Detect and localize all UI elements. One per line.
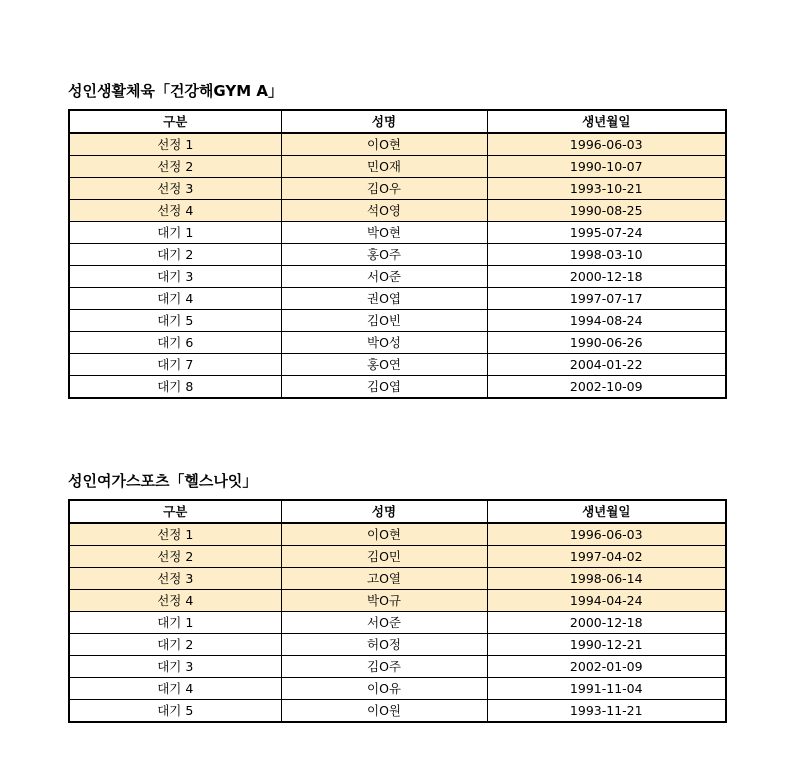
cell-birthdate: 1994-08-24 (487, 310, 726, 332)
table-row (69, 133, 726, 156)
cell-name: 서O준 (281, 612, 487, 634)
cell-name: 홍O연 (281, 354, 487, 376)
cell-name: 박O현 (281, 222, 487, 244)
cell-category: 선정 3 (69, 568, 281, 590)
header-name: 성명 (281, 500, 487, 523)
cell-name: 김O빈 (281, 310, 487, 332)
cell-name: 서O준 (281, 266, 487, 288)
cell-birthdate: 2002-01-09 (487, 656, 726, 678)
section-health-night (68, 470, 725, 723)
cell-category: 대기 4 (69, 288, 281, 310)
cell-name: 홍O주 (281, 244, 487, 266)
table-row (69, 634, 726, 656)
header-birthdate: 생년월일 (487, 500, 726, 523)
cell-birthdate: 1994-04-24 (487, 590, 726, 612)
table-row (69, 288, 726, 310)
cell-birthdate: 2000-12-18 (487, 266, 726, 288)
cell-birthdate: 1991-11-04 (487, 678, 726, 700)
cell-name: 허O정 (281, 634, 487, 656)
cell-category: 대기 1 (69, 222, 281, 244)
table-row (69, 156, 726, 178)
section-title: 성인생활체육「건강해GYM A」 (68, 82, 284, 100)
table-row (69, 523, 726, 546)
table-row (69, 678, 726, 700)
table-row (69, 310, 726, 332)
cell-name: 민O재 (281, 156, 487, 178)
cell-birthdate: 2004-01-22 (487, 354, 726, 376)
cell-birthdate: 1996-06-03 (487, 133, 726, 156)
cell-category: 선정 1 (69, 133, 281, 156)
table-row (69, 178, 726, 200)
table-row (69, 332, 726, 354)
table-row (69, 244, 726, 266)
cell-birthdate: 1998-03-10 (487, 244, 726, 266)
table-row (69, 200, 726, 222)
cell-name: 이O유 (281, 678, 487, 700)
cell-birthdate: 1995-07-24 (487, 222, 726, 244)
cell-category: 대기 3 (69, 656, 281, 678)
cell-category: 선정 4 (69, 200, 281, 222)
cell-category: 대기 5 (69, 700, 281, 723)
cell-birthdate: 1990-08-25 (487, 200, 726, 222)
table-row (69, 354, 726, 376)
table-row (69, 546, 726, 568)
header-category: 구분 (69, 110, 281, 133)
cell-category: 대기 5 (69, 310, 281, 332)
cell-category: 대기 3 (69, 266, 281, 288)
cell-birthdate: 2000-12-18 (487, 612, 726, 634)
cell-category: 대기 2 (69, 634, 281, 656)
table-row (69, 222, 726, 244)
cell-name: 박O규 (281, 590, 487, 612)
cell-birthdate: 1998-06-14 (487, 568, 726, 590)
table-row (69, 590, 726, 612)
header-category: 구분 (69, 500, 281, 523)
cell-birthdate: 1990-10-07 (487, 156, 726, 178)
table-row (69, 568, 726, 590)
cell-category: 선정 1 (69, 523, 281, 546)
cell-birthdate: 1996-06-03 (487, 523, 726, 546)
cell-name: 김O우 (281, 178, 487, 200)
cell-category: 대기 1 (69, 612, 281, 634)
cell-name: 고O열 (281, 568, 487, 590)
cell-category: 선정 4 (69, 590, 281, 612)
cell-name: 권O엽 (281, 288, 487, 310)
cell-category: 선정 2 (69, 156, 281, 178)
results-table (68, 109, 727, 399)
table-body (69, 523, 726, 722)
header-row (69, 500, 726, 523)
header-name: 성명 (281, 110, 487, 133)
cell-name: 김O엽 (281, 376, 487, 399)
cell-birthdate: 1997-07-17 (487, 288, 726, 310)
cell-category: 대기 7 (69, 354, 281, 376)
header-birthdate: 생년월일 (487, 110, 726, 133)
table-body (69, 133, 726, 398)
section-gym-a (68, 80, 725, 399)
cell-name: 김O민 (281, 546, 487, 568)
cell-category: 선정 3 (69, 178, 281, 200)
cell-name: 이O현 (281, 133, 487, 156)
cell-category: 대기 6 (69, 332, 281, 354)
cell-category: 선정 2 (69, 546, 281, 568)
cell-name: 김O주 (281, 656, 487, 678)
header-row (69, 110, 726, 133)
table-row (69, 266, 726, 288)
cell-birthdate: 1990-06-26 (487, 332, 726, 354)
cell-birthdate: 1993-10-21 (487, 178, 726, 200)
cell-birthdate: 1993-11-21 (487, 700, 726, 723)
cell-birthdate: 1997-04-02 (487, 546, 726, 568)
cell-name: 석O영 (281, 200, 487, 222)
cell-name: 이O원 (281, 700, 487, 723)
cell-birthdate: 2002-10-09 (487, 376, 726, 399)
cell-category: 대기 2 (69, 244, 281, 266)
cell-category: 대기 4 (69, 678, 281, 700)
table-row (69, 376, 726, 399)
cell-category: 대기 8 (69, 376, 281, 399)
table-row (69, 656, 726, 678)
table-row (69, 612, 726, 634)
table-row (69, 700, 726, 723)
section-title: 성인여가스포츠「헬스나잇」 (68, 472, 258, 490)
cell-name: 박O성 (281, 332, 487, 354)
cell-name: 이O현 (281, 523, 487, 546)
results-table (68, 499, 727, 723)
cell-birthdate: 1990-12-21 (487, 634, 726, 656)
